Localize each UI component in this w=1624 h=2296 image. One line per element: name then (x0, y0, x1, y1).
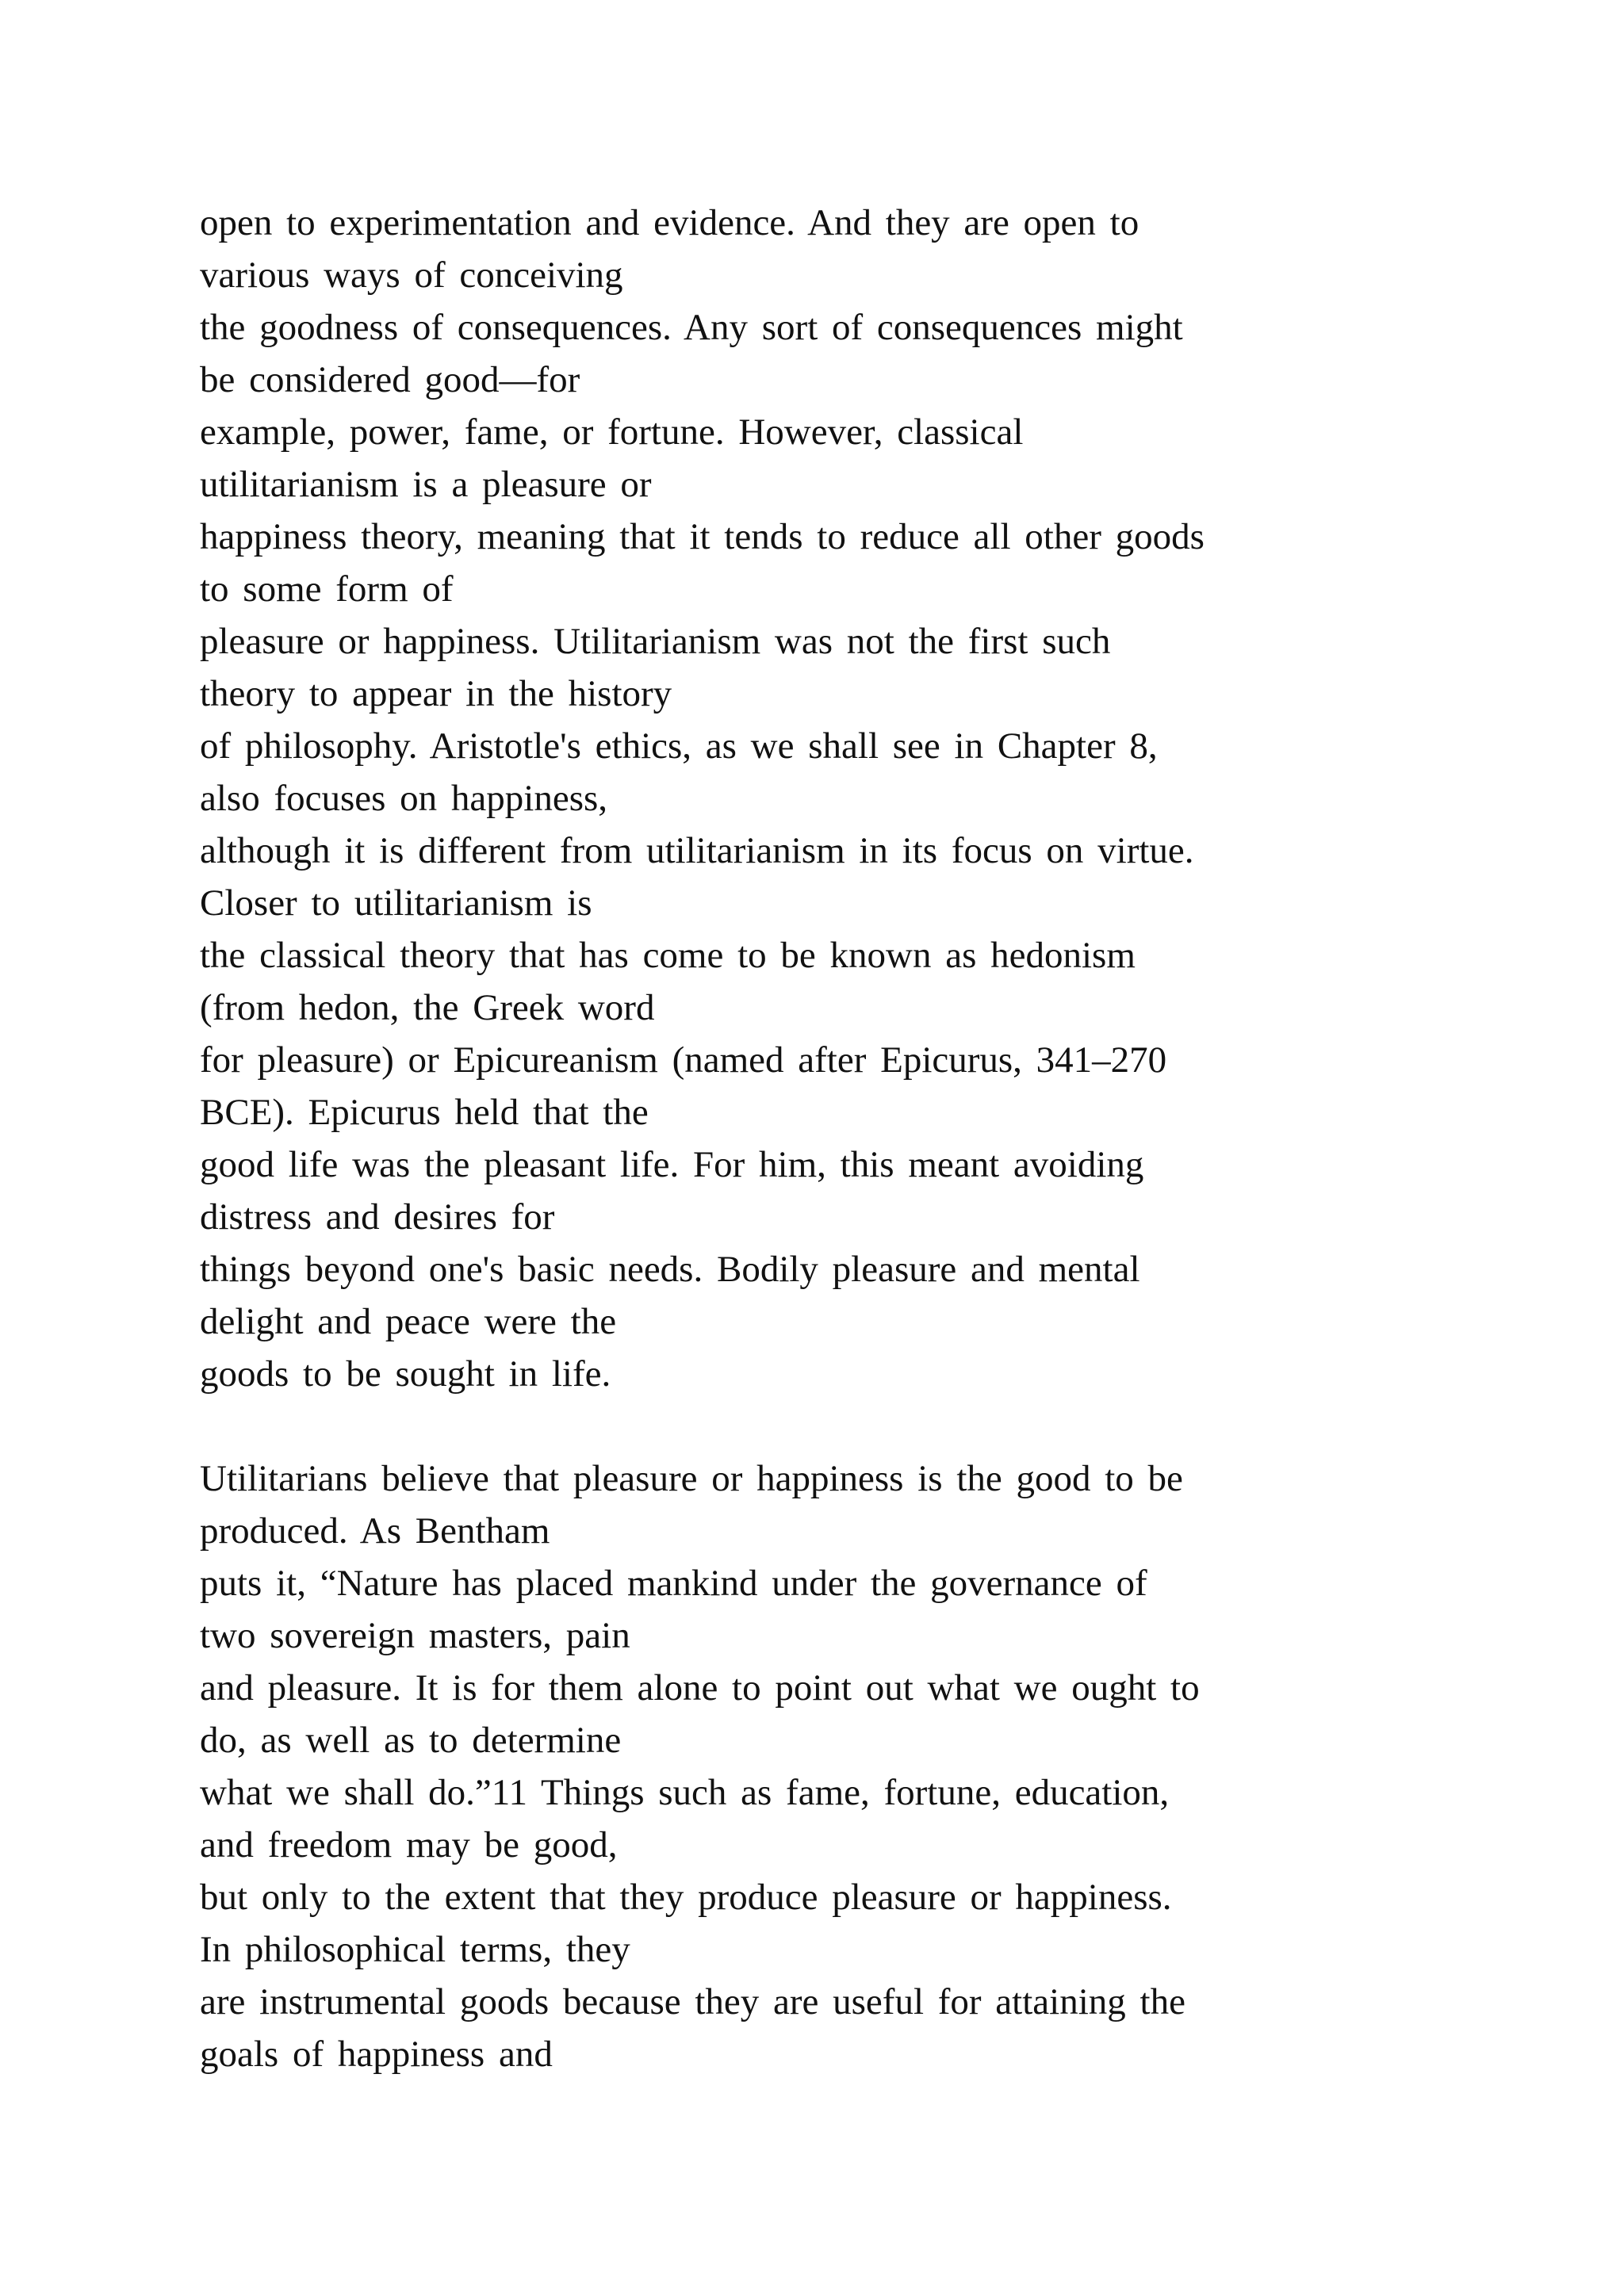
text-line: the classical theory that has come to be known as hedonism (200, 935, 1136, 976)
text-line: are instrumental goods because they are useful for attaining the (200, 1981, 1185, 2022)
text-line: what we shall do.”11 Things such as fame, fortune, education, (200, 1772, 1170, 1813)
paragraph-break (200, 1400, 1500, 1452)
text-line: utilitarianism is a pleasure or (200, 464, 652, 505)
text-line: also focuses on happiness, (200, 778, 608, 819)
text-line: goods to be sought in life. (200, 1353, 611, 1395)
text-line: be considered good—for (200, 359, 580, 400)
text-line: things beyond one's basic needs. Bodily pleasure and mental (200, 1249, 1140, 1290)
text-line: goals of happiness and (200, 2034, 553, 2075)
text-line: good life was the pleasant life. For him, this meant avoiding (200, 1144, 1144, 1185)
text-line: for pleasure) or Epicureanism (named after Epicurus, 341–270 (200, 1039, 1167, 1081)
text-line: of philosophy. Aristotle's ethics, as we shall see in Chapter 8, (200, 725, 1158, 767)
body-text (200, 197, 1500, 2080)
text-line: various ways of conceiving (200, 254, 623, 296)
text-line: but only to the extent that they produce pleasure or happiness. (200, 1877, 1172, 1918)
text-line: to some form of (200, 568, 454, 610)
text-line: do, as well as to determine (200, 1720, 622, 1761)
text-line: In philosophical terms, they (200, 1929, 630, 1970)
text-line: happiness theory, meaning that it tends to reduce all other goods (200, 516, 1205, 557)
text-line: BCE). Epicurus held that the (200, 1092, 649, 1133)
text-line: open to experimentation and evidence. And they are open to (200, 202, 1139, 243)
paragraph (200, 197, 1500, 1400)
text-line: Utilitarians believe that pleasure or happiness is the good to be (200, 1458, 1183, 1499)
text-line: produced. As Bentham (200, 1510, 550, 1552)
paragraph (200, 1452, 1500, 2080)
text-line: Closer to utilitarianism is (200, 882, 592, 924)
text-line: the goodness of consequences. Any sort of consequences might (200, 307, 1183, 348)
text-line: example, power, fame, or fortune. However, classical (200, 411, 1024, 453)
text-line: although it is different from utilitarianism in its focus on virtue. (200, 830, 1194, 871)
text-line: pleasure or happiness. Utilitarianism was not the first such (200, 621, 1111, 662)
text-line: theory to appear in the history (200, 673, 672, 714)
text-line: two sovereign masters, pain (200, 1615, 630, 1656)
text-line: puts it, “Nature has placed mankind under the governance of (200, 1563, 1147, 1604)
text-line: and freedom may be good, (200, 1824, 618, 1866)
text-line: distress and desires for (200, 1196, 555, 1238)
text-line: (from hedon, the Greek word (200, 987, 655, 1028)
text-line: delight and peace were the (200, 1301, 617, 1342)
text-line: and pleasure. It is for them alone to point out what we ought to (200, 1667, 1200, 1709)
